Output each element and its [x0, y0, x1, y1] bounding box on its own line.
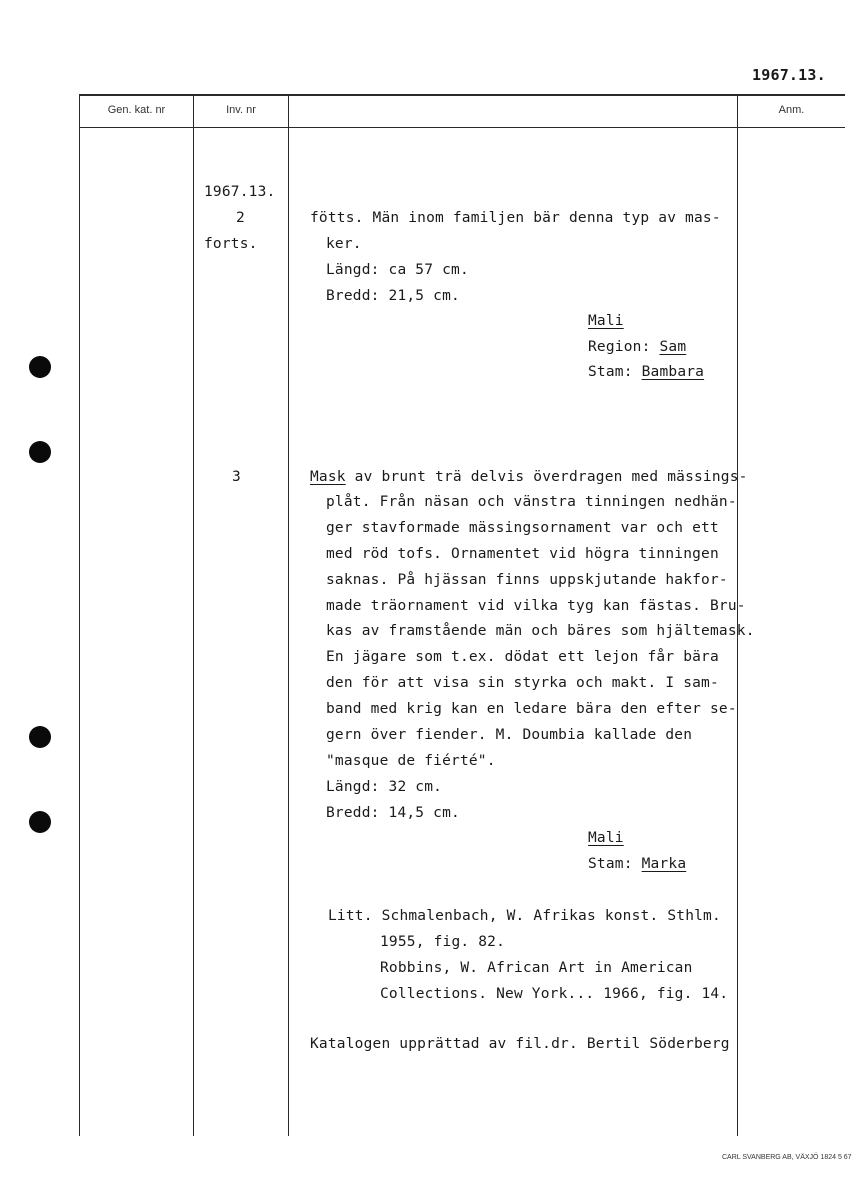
litt-line: Robbins, W. African Art in American — [380, 960, 693, 976]
litt-line: Litt. Schmalenbach, W. Afrikas konst. Sthlm. — [328, 908, 721, 924]
entry3-stam-label: Stam: — [588, 856, 633, 872]
entry2-stam-label: Stam: — [588, 364, 633, 380]
header-gen-kat-nr: Gen. kat. nr — [107, 104, 166, 116]
entry2-width: Bredd: 21,5 cm. — [326, 288, 460, 304]
entry3-line: En jägare som t.ex. dödat ett lejon får bära — [326, 649, 719, 665]
entry2-stam — [588, 364, 704, 380]
entry3-inv-item: 3 — [232, 469, 241, 485]
binder-hole — [29, 726, 51, 748]
litt-line: 1955, fig. 82. — [380, 934, 506, 950]
entry3-line: band med krig kan en ledare bära den efter se- — [326, 701, 737, 717]
entry3-line: plåt. Från näsan och vänstra tinningen nedhän- — [326, 494, 737, 510]
entry3-line: med röd tofs. Ornamentet vid högra tinningen — [326, 546, 719, 562]
binder-hole — [29, 811, 51, 833]
header-inv-nr: Inv. nr — [226, 104, 256, 116]
column-rule-2 — [288, 94, 289, 1136]
binder-hole — [29, 441, 51, 463]
entry3-line: den för att visa sin styrka och makt. I sam- — [326, 675, 719, 691]
entry3-length: Längd: 32 cm. — [326, 779, 443, 795]
entry2-region-label: Region: — [588, 339, 651, 355]
printer-mark: CARL SVANBERG AB, VÄXJÖ 1824 5 67 — [722, 1154, 852, 1161]
entry3-first-line — [310, 469, 748, 485]
page-number: 1967.13. — [752, 66, 826, 84]
entry3-width: Bredd: 14,5 cm. — [326, 805, 460, 821]
column-rule-3 — [737, 94, 738, 1136]
entry2-inv-number: 1967.13. — [204, 184, 276, 200]
entry2-region-value: Sam — [659, 339, 687, 355]
entry3-line: made träornament vid vilka tyg kan fästas. Bru- — [326, 598, 746, 614]
entry2-inv-forts: forts. — [204, 236, 258, 252]
entry3-line: saknas. På hjässan finns uppskjutande hakfor- — [326, 572, 728, 588]
catalogue-author-note: Katalogen upprättad av fil.dr. Bertil Söderberg — [310, 1036, 730, 1052]
entry2-line: fötts. Män inom familjen bär denna typ av mas- — [310, 210, 721, 226]
entry3-stam-value: Marka — [641, 856, 687, 872]
entry3-line: kas av framstående män och bäres som hjältemask. — [326, 623, 755, 639]
entry3-line: gern över fiender. M. Doumbia kallade den — [326, 727, 693, 743]
column-rule-left — [79, 94, 80, 1136]
binder-hole — [29, 356, 51, 378]
litt-line: Collections. New York... 1966, fig. 14. — [380, 986, 729, 1002]
entry3-title-word: Mask — [310, 469, 346, 485]
entry2-region — [588, 339, 686, 355]
entry2-stam-value: Bambara — [641, 364, 705, 380]
header-anm: Anm. — [778, 104, 805, 116]
entry3-first-rest: av brunt trä delvis överdragen med mässings- — [345, 469, 748, 485]
column-rule-1 — [193, 94, 194, 1136]
entry3-country: Mali — [588, 830, 624, 846]
entry2-line: ker. — [326, 236, 362, 252]
entry3-line: ger stavformade mässingsornament var och ett — [326, 520, 719, 536]
entry3-stam — [588, 856, 686, 872]
entry2-country: Mali — [588, 313, 624, 329]
entry2-inv-item: 2 — [236, 210, 245, 226]
entry2-length: Längd: ca 57 cm. — [326, 262, 469, 278]
entry3-line: "masque de fiérté". — [326, 753, 496, 769]
